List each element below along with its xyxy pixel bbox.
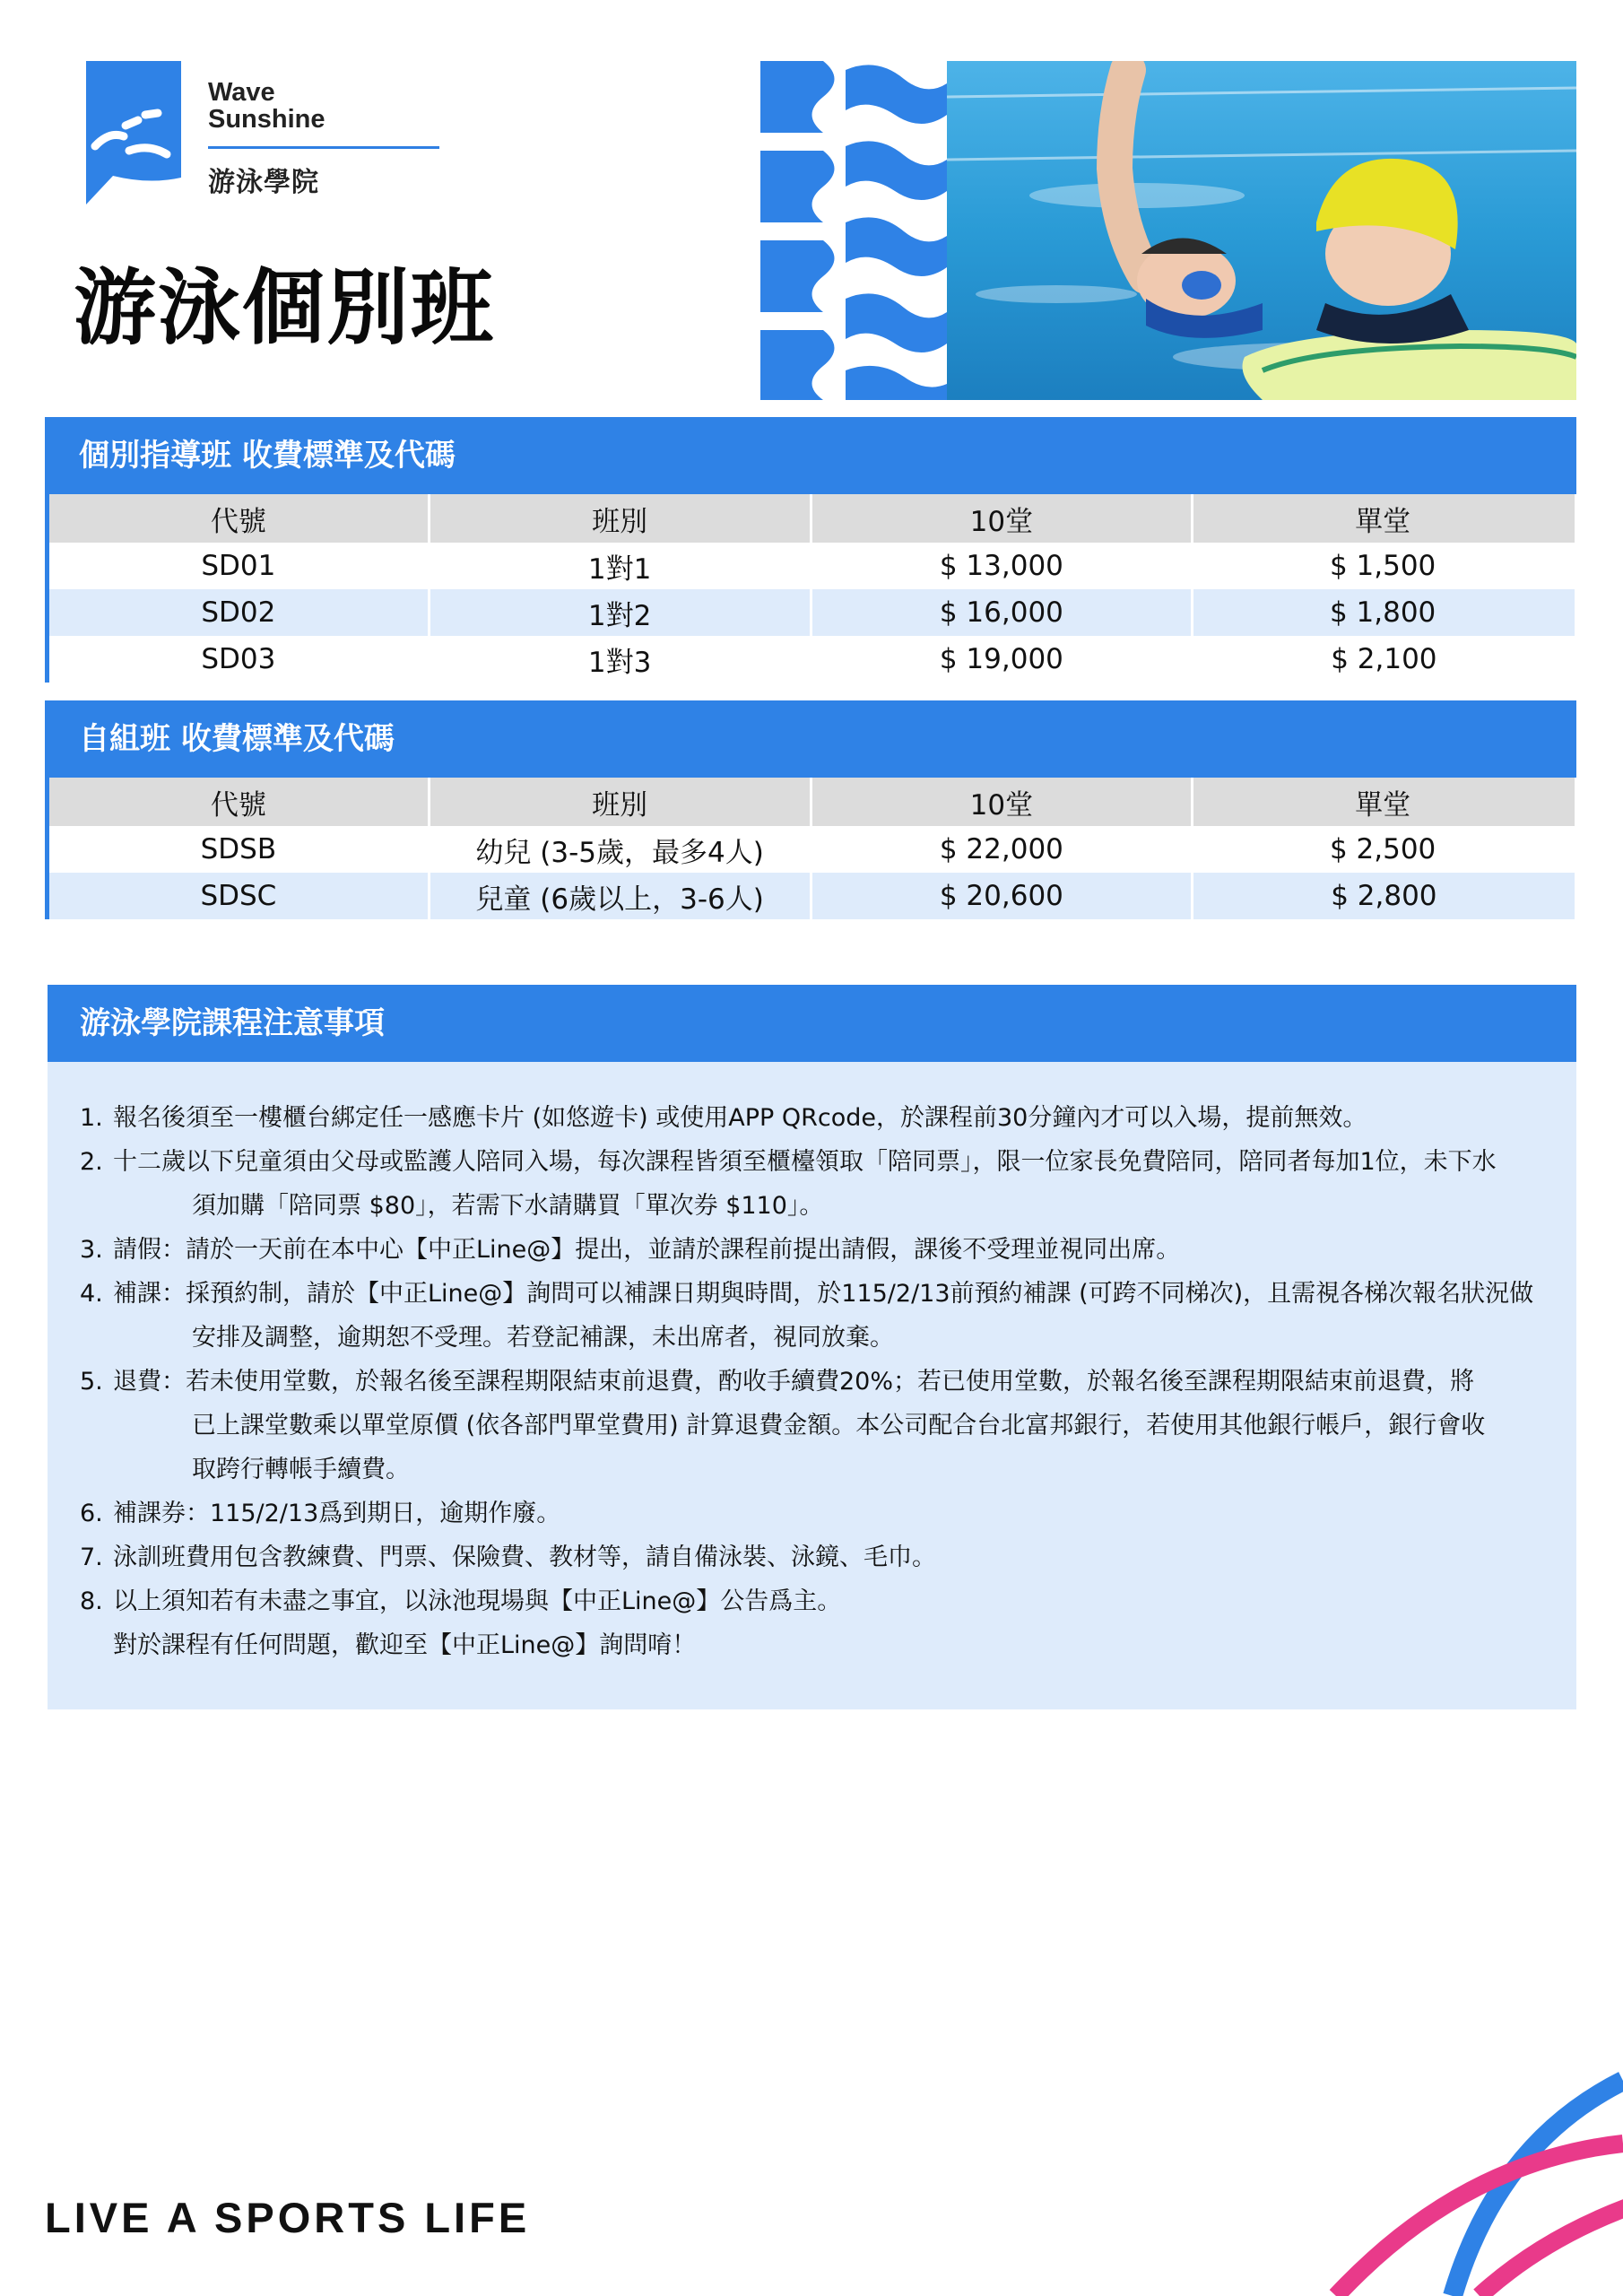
list-item-number: 1.	[80, 1104, 103, 1132]
list-item-text: 請假：請於一天前在本中心【中正Line@】提出，並請於課程前提出請假，課後不受理並視同出席。	[113, 1236, 1181, 1264]
list-item-number: 8.	[80, 1587, 103, 1615]
list-item	[80, 1096, 1541, 1140]
list-item-text-continued: 安排及調整，逾期恕不受理。若登記補課，未出席者，視同放棄。	[192, 1324, 894, 1352]
logo-text-cn: 游泳學院	[208, 167, 319, 198]
list-item-text-continued: 已上課堂數乘以單堂原價 (依各部門單堂費用) 計算退費金額。本公司配合台北富邦銀行，若使用其他銀行帳戶，銀行會收	[192, 1412, 1486, 1439]
list-item-text: 十二歲以下兒童須由父母或監護人陪同入場，每次課程皆須至櫃檯領取「陪同票」，限一位家長免費陪同，陪同者每加1位，未下水	[113, 1148, 1497, 1176]
col-header-10-sessions: 10堂	[811, 778, 1193, 826]
logo-divider	[208, 146, 439, 149]
table-cell: 1對3	[429, 636, 811, 683]
table-cell: 1對1	[429, 543, 811, 589]
list-item-number: 7.	[80, 1544, 103, 1571]
list-item	[80, 1228, 1541, 1272]
group-pricing-section	[45, 700, 1576, 919]
list-item-text: 退費：若未使用堂數，於報名後至課程期限結束前退費，酌收手續費20%；若已使用堂數，於報名後至課程期限結束前退費，將	[113, 1368, 1475, 1396]
table-header-row	[48, 778, 1575, 826]
list-item-text: 報名後須至一樓櫃台綁定任一感應卡片 (如悠遊卡) 或使用APP QRcode，於課程前30分鐘內才可以入場，提前無效。	[113, 1104, 1367, 1132]
list-item-text-continued: 須加購「陪同票 $80」，若需下水請購買「單次券 $110」。	[192, 1192, 824, 1220]
list-item-text: 泳訓班費用包含教練費、門票、保險費、教材等，請自備泳裝、泳鏡、毛巾。	[113, 1544, 936, 1571]
col-header-single: 單堂	[1193, 494, 1575, 543]
brand-logo	[86, 61, 355, 204]
table-cell: $ 13,000	[811, 543, 1193, 589]
individual-pricing-table	[45, 494, 1576, 683]
list-item-number: 4.	[80, 1280, 103, 1308]
slogan: LIVE A SPORTS LIFE	[45, 2194, 531, 2241]
table-row	[48, 543, 1575, 589]
table-cell: 1對2	[429, 589, 811, 636]
table-header-row	[48, 494, 1575, 543]
list-item-text: 補課券：115/2/13爲到期日，逾期作廢。	[113, 1500, 561, 1527]
logo-flag-icon	[86, 61, 181, 204]
list-item	[80, 1140, 1541, 1228]
table-cell: $ 1,500	[1193, 543, 1575, 589]
hero-image	[760, 61, 1576, 400]
col-header-code: 代號	[48, 778, 430, 826]
page-title: 游泳個別班	[74, 260, 496, 356]
decorative-swoosh-icon	[1031, 2027, 1623, 2296]
table-cell: 兒童 (6歲以上，3-6人)	[429, 873, 811, 919]
table-cell: $ 22,000	[811, 826, 1193, 873]
table-row	[48, 636, 1575, 683]
list-item-text: 以上須知若有未盡之事宜，以泳池現場與【中正Line@】公告爲主。	[113, 1587, 842, 1615]
list-item-text: 補課：採預約制，請於【中正Line@】詢問可以補課日期與時間，於115/2/13前預約補課 (可跨不同梯次)，且需視各梯次報名狀況做	[113, 1280, 1534, 1308]
table-cell: SDSB	[48, 826, 430, 873]
list-item	[80, 1272, 1541, 1360]
col-header-class: 班別	[429, 778, 811, 826]
course-notes-section	[48, 985, 1576, 1709]
col-header-class: 班別	[429, 494, 811, 543]
list-item-number: 6.	[80, 1500, 103, 1527]
logo-text-sunshine: Sunshine	[208, 105, 325, 134]
list-item	[80, 1360, 1541, 1492]
individual-pricing-title: 個別指導班 收費標準及代碼	[45, 417, 1576, 494]
table-cell: SD01	[48, 543, 430, 589]
col-header-single: 單堂	[1193, 778, 1575, 826]
table-row	[48, 873, 1575, 919]
table-cell: $ 20,600	[811, 873, 1193, 919]
closing-note: 對於課程有任何問題，歡迎至【中正Line@】詢問唷！	[113, 1631, 697, 1659]
course-notes-title: 游泳學院課程注意事項	[48, 985, 1576, 1062]
list-item	[80, 1535, 1541, 1579]
logo-text-en	[208, 79, 325, 133]
logo-text-wave: Wave	[208, 78, 275, 107]
table-cell: $ 2,800	[1193, 873, 1575, 919]
list-item-text-continued: 取跨行轉帳手續費。	[192, 1456, 410, 1483]
group-pricing-title: 自組班 收費標準及代碼	[45, 700, 1576, 778]
table-cell: SD03	[48, 636, 430, 683]
list-item	[80, 1492, 1541, 1535]
col-header-code: 代號	[48, 494, 430, 543]
table-row	[48, 589, 1575, 636]
table-cell: $ 1,800	[1193, 589, 1575, 636]
table-row	[48, 826, 1575, 873]
table-cell: SDSC	[48, 873, 430, 919]
table-cell: $ 16,000	[811, 589, 1193, 636]
course-notes-list	[48, 1062, 1576, 1667]
individual-pricing-section	[45, 417, 1576, 683]
list-item-number: 2.	[80, 1148, 103, 1176]
list-item-number: 5.	[80, 1368, 103, 1396]
col-header-10-sessions: 10堂	[811, 494, 1193, 543]
list-item-number: 3.	[80, 1236, 103, 1264]
table-cell: SD02	[48, 589, 430, 636]
table-cell: $ 2,500	[1193, 826, 1575, 873]
table-cell: $ 2,100	[1193, 636, 1575, 683]
group-pricing-table	[45, 778, 1576, 919]
table-cell: $ 19,000	[811, 636, 1193, 683]
list-item	[80, 1579, 1541, 1623]
table-cell: 幼兒 (3-5歲，最多4人)	[429, 826, 811, 873]
